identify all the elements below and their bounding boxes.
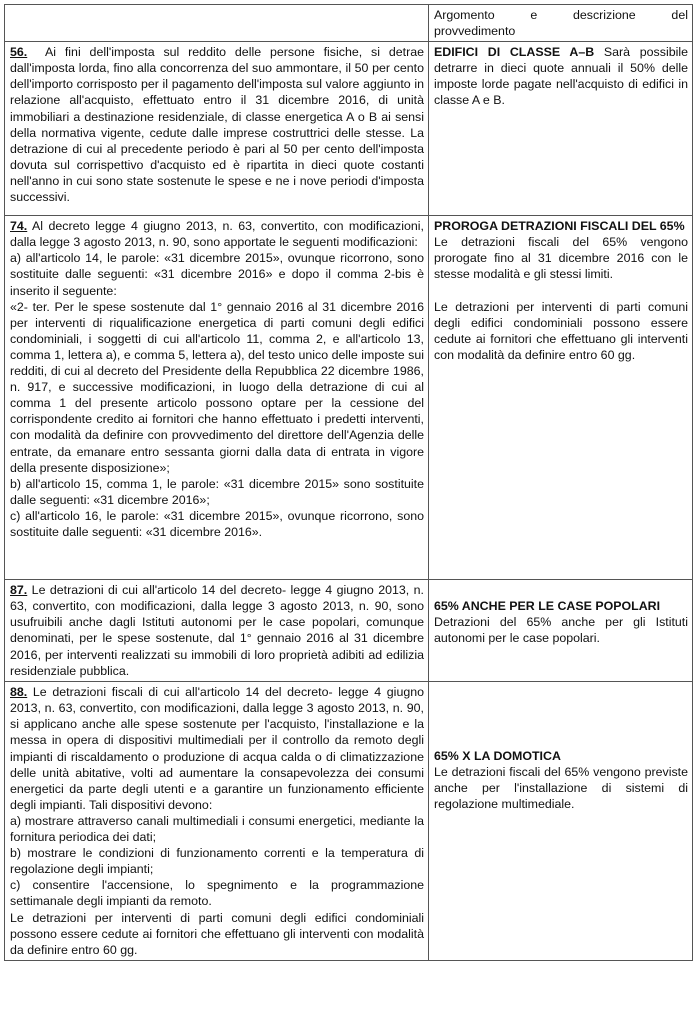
- table-row: [5, 682, 693, 961]
- description-body: Le detrazioni fiscali del 65% vengono prorogate fino al 31 dicembre 2016 con le stesse modalità e gli stessi limiti.: [434, 235, 688, 282]
- description-cell: [429, 216, 693, 580]
- paragraph-number: 88.: [10, 685, 28, 700]
- law-paragraph: Ai fini dell'imposta sul reddito delle persone fisiche, si detrae dall'imposta lorda, fino alla concorrenza del suo ammontare, il 50 per cento dell'importo corrisposto per il pagamento dell'imposta sul valore aggiunto in relazione all'acquisto, effettuato entro il 31 dicembre 2016, di unità immobiliari a destinazione residenziale, di classe energetica A o B ai sensi della normativa vigente, cedute dalle imprese costruttrici delle stesse. La detrazione di cui al precedente periodo è pari al 50 per cento dell'imposta dovuta sul corrispettivo d'acquisto ed è ripartita in dieci quote costanti nell'anno in cui sono state sostenute le spese e ne i nove periodi d'imposta successivi.: [10, 45, 424, 205]
- law-paragraph: Le detrazioni per interventi di parti comuni degli edifici condominiali possono essere cedute ai fornitori che effettuano gli interventi con modalità da definire entro 60 gg.: [10, 910, 424, 957]
- header-word: Argomento: [434, 8, 495, 22]
- description-title: 65% ANCHE PER LE CASE POPOLARI: [434, 599, 661, 614]
- description-cell: [429, 42, 693, 216]
- description-cell: [429, 580, 693, 682]
- header-word: e: [530, 8, 538, 22]
- law-text-cell: [5, 682, 429, 961]
- law-paragraph: a) all'articolo 14, le parole: «31 dicembre 2015», ovunque ricorrono, sono sostituite dalle seguenti: «31 dicembre 2016» e dopo il comma 2-bis è inserito il seguente:: [10, 251, 424, 298]
- law-paragraph: b) all'articolo 15, comma 1, le parole: «31 dicembre 2015» sono sostituite dalle seguenti: «31 dicembre 2016»;: [10, 476, 424, 507]
- paragraph-number: 74.: [10, 219, 28, 234]
- law-paragraph: «2- ter. Per le spese sostenute dal 1° gennaio 2016 al 31 dicembre 2016 per interventi di riqualificazione energetica di parti comuni degli edifici condominiali, i soggetti di cui all'articolo 11, comma 2, e all'articolo 13, comma 1, lettera a), e comma 5, lettera a), del testo unico delle imposte sui redditi, di cui al decreto del Presidente della Repubblica 22 dicembre 1986, n. 917, e successive modificazioni, in luogo della detrazione di cui al comma 1 del presente articolo possono optare per la cessione del corrispondente credito ai fornitori che hanno effettuato i predetti interventi, con modalità da definire con provvedimento del direttore dell'Agenzia delle entrate, da emanare entro sessanta giorni dalla data di entrata in vigore della presente disposizione»;: [10, 299, 424, 475]
- law-text-cell: [5, 42, 429, 216]
- header-cell-law-text: [5, 5, 429, 42]
- law-paragraph: c) consentire l'accensione, lo spegnimento e la programmazione settimanale degli impianti da remoto.: [10, 878, 424, 909]
- law-text-cell: [5, 216, 429, 580]
- description-body: Le detrazioni fiscali del 65% vengono previste anche per l'installazione di sistemi di regolazione multimediale.: [434, 765, 688, 812]
- law-text-cell: [5, 580, 429, 682]
- paragraph-number: 56.: [10, 45, 28, 60]
- table-row: [5, 216, 693, 580]
- paragraph-number: 87.: [10, 583, 28, 598]
- law-provisions-table: [4, 4, 693, 961]
- description-body-2: Le detrazioni per interventi di parti comuni degli edifici condominiali possono essere cedute ai fornitori che effettuano gli interventi con modalità da definire entro 60 gg.: [434, 299, 688, 362]
- table-header-row: [5, 5, 693, 42]
- law-paragraph: Al decreto legge 4 giugno 2013, n. 63, convertito, con modificazioni, dalla legge 3 agosto 2013, n. 90, sono apportate le seguenti modificazioni:: [10, 219, 424, 250]
- description-title: EDIFICI DI CLASSE A–B: [434, 45, 595, 60]
- description-title: PROROGA DETRAZIONI FISCALI DEL 65%: [434, 219, 685, 234]
- header-line-2: provvedimento: [434, 24, 516, 39]
- law-paragraph: Le detrazioni fiscali di cui all'articolo 14 del decreto- legge 4 giugno 2013, n. 63, convertito, con modificazioni, dalla legge 3 agosto 2013, n. 90, si applicano anche alle spese sostenute per l'acquisto, l'installazione e la messa in opera di dispositivi multimediali per il controllo da remoto degli impianti di riscaldamento o produzione di acqua calda o di climatizzazione delle unità abitative, volti ad aumentare la consapevolezza dei consumi energetici da parte degli utenti e a garantire un funzionamento efficiente degli impianti. Tali dispositivi devono:: [10, 685, 425, 812]
- header-word: del: [671, 8, 688, 22]
- description-body: Sarà possibile detrarre in dieci quote annuali il 50% delle imposte lorde pagate nell'acquisto di edifici in classe A e B.: [434, 45, 688, 108]
- law-paragraph: b) mostrare le condizioni di funzionamento correnti e la temperatura di regolazione degli impianti;: [10, 846, 424, 877]
- description-body: Detrazioni del 65% anche per gli Istituti autonomi per le case popolari.: [434, 615, 688, 646]
- description-cell: [429, 682, 693, 961]
- description-title: 65% X LA DOMOTICA: [434, 749, 561, 764]
- law-paragraph: a) mostrare attraverso canali multimediali i consumi energetici, mediante la fornitura periodica dei dati;: [10, 813, 424, 845]
- table-row: [5, 42, 693, 216]
- table-row: [5, 580, 693, 682]
- law-paragraph: c) all'articolo 16, le parole: «31 dicembre 2015», ovunque ricorrono, sono sostituite dalle seguenti: «31 dicembre 2016».: [10, 508, 424, 539]
- header-word: descrizione: [573, 8, 636, 22]
- header-cell-topic: [429, 5, 693, 42]
- law-paragraph: Le detrazioni di cui all'articolo 14 del decreto- legge 4 giugno 2013, n. 63, convertito, con modificazioni, dalla legge 3 agosto 2013, n. 90, sono usufruibili anche dagli Istituti autonomi per le case popolari, comunque denominati, per le spese sostenute, dal 1° gennaio 2016 al 31 dicembre 2016, per interventi realizzati su immobili di loro proprietà adibiti ad edilizia residenziale pubblica.: [10, 583, 424, 678]
